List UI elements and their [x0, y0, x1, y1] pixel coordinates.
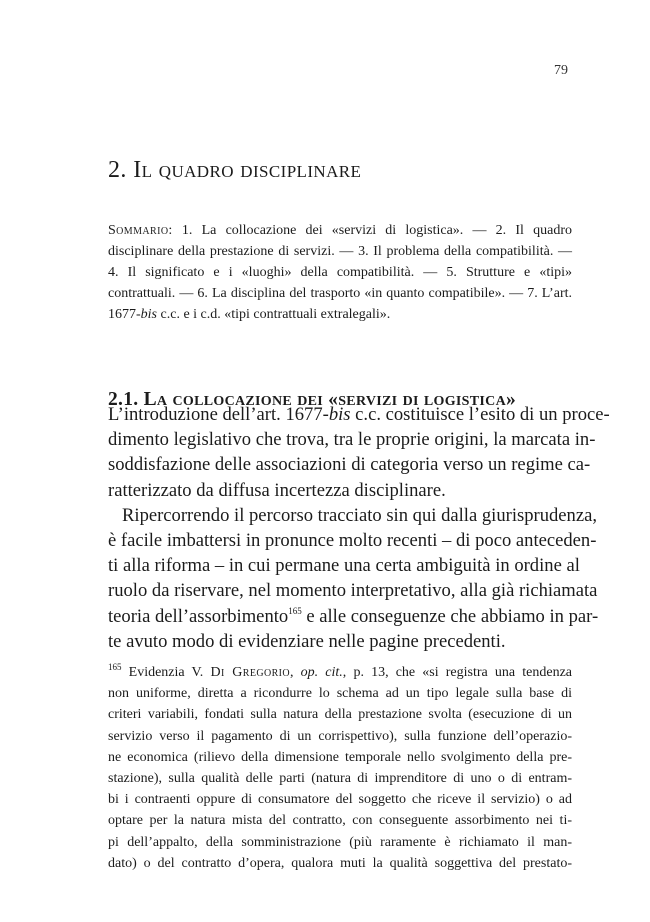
body-line: L’introduzione dell’art. 1677-bis c.c. costituisce l’esito di un proce-	[108, 404, 610, 425]
summary-label: Sommario:	[108, 223, 173, 238]
footnote-author: Di Gregorio	[210, 665, 290, 680]
footnote-number: 165	[108, 662, 122, 672]
footnote-line: criteri variabili, fondati sulla natura della prestazione svolta (esecuzione di un	[108, 707, 572, 723]
footnote-line: servizio verso il pagamento di un corrispettivo), sulla funzione dell’operazio-	[108, 728, 572, 744]
footnote-line: non uniforme, diretta a ricondurre lo schema ad un tipo legale sulla base di	[108, 686, 572, 702]
summary-italic: bis	[140, 307, 158, 322]
summary-text: 1. La collocazione dei «servizi di logistica». — 2. Il quadro disciplinare della prestazione di servizi. — 3. Il problema della compatibilità. — 4. Il significato e i «luoghi» della compatibilità. — 5. Strutture e «tipi» contrattuali. — 6. La disciplina del trasporto «in quanto compatibile». — 7. L’art. 1677-	[108, 223, 572, 322]
body-line: teoria dell’assorbimento$^{165}$ e alle conseguenze che abbiamo in par-	[108, 605, 599, 627]
footnote-line: ne economica (rilievo della dimensione temporale nello svolgimento della pre-	[108, 749, 572, 765]
body-line: te avuto modo di evidenziare nelle pagine precedenti.	[108, 630, 506, 652]
body-line: dimento legislativo che trova, tra le proprie origini, la marcata in-	[108, 429, 596, 451]
footnote-line: optare per la natura mista del contratto, con conseguente assorbimento nei ti-	[108, 813, 572, 829]
body-line: Ripercorrendo il percorso tracciato sin qui dalla giurisprudenza,	[122, 504, 598, 526]
body-line: ruolo da riservare, nel momento interpretativo, alla già richiamata	[108, 580, 598, 602]
footnote-line: pi dell’appalto, della somministrazione (più raramente è richiamato il man-	[108, 834, 572, 850]
body-line: ti alla riforma – in cui permane una certa ambiguità in ordine al	[108, 555, 580, 577]
body-line: ratterizzato da diffusa incertezza disciplinare.	[108, 479, 446, 501]
body-line: è facile imbattersi in pronunce molto recenti – di poco anteceden-	[108, 530, 597, 552]
body-line: soddisfazione delle associazioni di categoria verso un regime ca-	[108, 454, 591, 476]
page-number: 79	[554, 63, 568, 78]
footnote-line: stazione), sulla qualità delle parti (natura di imprenditore di uno o di entram-	[108, 771, 572, 787]
footnote-line: $^{165}$ Evidenzia V. Di Gregorio, op. cit., p. 13, che «si registra una tendenza	[108, 662, 572, 680]
section-heading: 2.1. La collocazione dei «servizi di logistica»	[108, 389, 517, 411]
body-text	[108, 402, 610, 654]
chapter-title: 2. Il quadro disciplinare	[108, 157, 362, 184]
footnote-ref[interactable]: 165	[288, 605, 302, 616]
footnote-line: dato) o del contratto d’opera, qualora muti la qualità soggettiva del prestato-	[108, 855, 572, 871]
footnote-line: bi i contraenti oppure di consumatore del soggetto che riceve il servizio) o ad	[108, 792, 572, 808]
summary-tail: c.c. e i c.d. «tipi contrattuali extralegali».	[157, 307, 391, 322]
summary	[108, 220, 572, 325]
footnote	[108, 662, 572, 874]
